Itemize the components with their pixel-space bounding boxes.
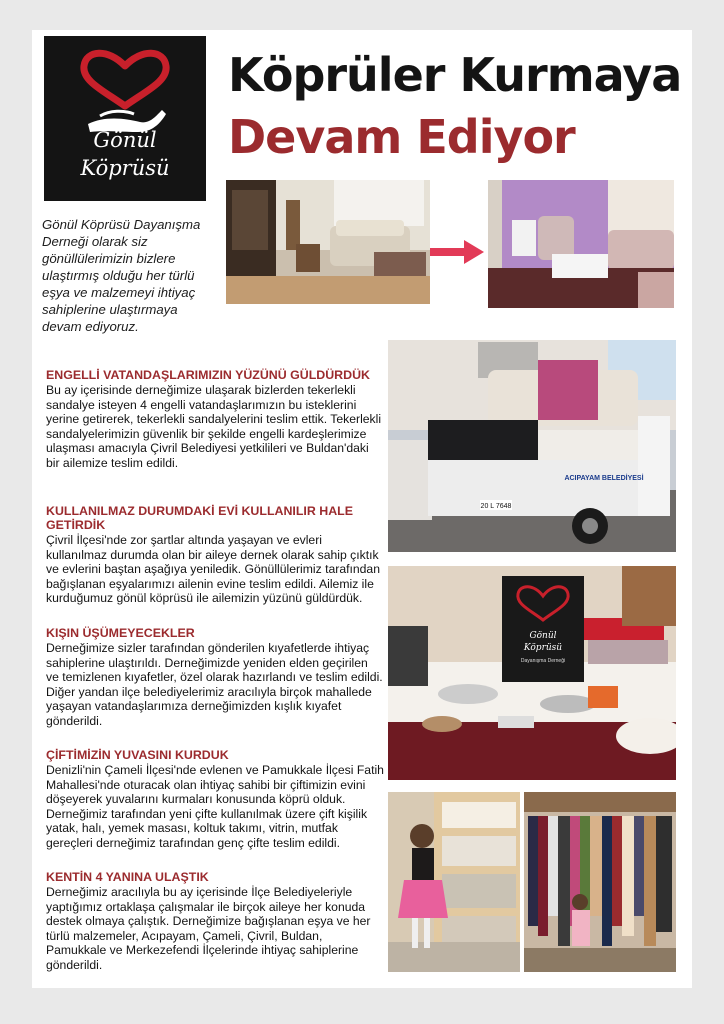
section-couple-home (46, 748, 384, 851)
box-logo-line3: Dayanışma Derneği (520, 658, 566, 664)
page-title-line2: Devam Ediyor (228, 110, 575, 164)
section-body: Bu ay içerisinde derneğimize ulaşarak bizlerden tekerlekli sandalye isteyen 4 engelli vatandaşlarımızın bu isteklerini yerine getirerek, tekerlekli sandalyelerini teslim ettik. Tekerlekli sandalyelerimizin güvenlik bir şekilde engelli kardeşlerimize ulaşması amacıyla Çivril Belediyesi yetkilileri ve Buldan'daki bir ailemize teslim edildi. (46, 383, 382, 470)
box-logo-line1: Gönül (529, 631, 557, 641)
before-room-photo (226, 180, 430, 304)
after-room-photo (488, 180, 674, 308)
child-shelf-photo (388, 792, 520, 972)
truck-door-label: ACIPAYAM BELEDİYESİ (564, 475, 644, 482)
wardrobe-photo (524, 792, 676, 972)
section-house-renovation (46, 504, 384, 606)
truck-plate: 20 L 7648 (480, 503, 512, 510)
logo-line2: Köprüsü (80, 156, 170, 180)
page-title-line1: Köprüler Kurmaya (228, 48, 682, 102)
section-four-corners (46, 870, 384, 973)
newsletter-page (32, 30, 692, 988)
section-title: ENGELLİ VATANDAŞLARIMIZIN YÜZÜNÜ GÜLDÜRDÜK (46, 368, 370, 382)
section-title: KULLANILMAZ DURUMDAKİ EVİ KULLANILIR HALE GETİRDİK (46, 504, 353, 532)
section-title: ÇİFTİMİZİN YUVASINI KURDUK (46, 748, 229, 762)
section-title: KIŞIN ÜŞÜMEYECEKLER (46, 626, 195, 640)
section-body: Derneğimiz aracılıyla bu ay içerisinde İlçe Belediyeleriyle yaptığımız ortaklaşa çalışmalar ile birçok aileye her konuda destek olmaya çalıştık. Derneğimize bağışlanan eşya ve her türlü malzemeler, Acıpayam, Çameli, Çivril, Buldan, Pamukkale ve Merkezefendi İlçelerinde ihtiyaç sahiplerine gönderildi. (46, 885, 371, 972)
box-logo-line2: Köprüsü (523, 643, 563, 653)
section-body: Çivril İlçesi'nde zor şartlar altında yaşayan ve evleri kullanılmaz durumda olan bir aileye dernek olarak sahip çıktık ve evlerini baştan aşağıya yeniledik. Gönüllülerimiz tarafından bağışlanan eşyalarımızı ailenin evine teslim edildi. Ailemiz ile kurduğumuz gönül köprüsü ile ailemizin yüzünü güldürdük. (46, 533, 380, 606)
section-title: KENTİN 4 YANINA ULAŞTIK (46, 870, 209, 884)
donations-table-photo (388, 566, 676, 780)
intro-text: Gönül Köprüsü Dayanışma Derneği olarak siz gönüllülerimizin bizlere ulaştırmış olduğu her türlü eşya ve malzemeyi ihtiyaç sahiplerine ulaştırmaya devam ediyoruz. (42, 217, 201, 334)
section-body: Derneğimize sizler tarafından gönderilen kıyafetlerde ihtiyaç sahiplerine ulaştırıldı. Derneğimizde yeniden elden geçirilen ve temizlenen kıyafetler, özel olarak hazırlandı ve teslim edildi. Diğer yandan ilçe belediyelerimiz aracılıyla birçok mahallede yaşayan vatandaşlarımıza derneğimizden kışlık kıyafet gönderildi. (46, 641, 383, 728)
logo (44, 36, 206, 201)
logo-line1: Gönül (93, 128, 157, 152)
truck-photo (388, 340, 676, 552)
arrow-right-icon (430, 240, 484, 264)
section-body: Denizli'nin Çameli İlçesi'nde evlenen ve Pamukkale İlçesi Fatih Mahallesi'nde oturacak olan ihtiyaç sahibi bir çiftimizin evini döşeyerek yuvalarını kurmaları konusunda köprü olduk. Derneğimiz tarafından yeni çifte kullanılmak üzere çift kişilik yatak, halı, yemek masası, koltuk takımı, vitrin, mutfak gereçleri derneğimiz tarafından genç çifte teslim edildi. (46, 763, 384, 850)
section-disabled-citizens (46, 368, 384, 471)
section-winter-clothes (46, 626, 384, 729)
